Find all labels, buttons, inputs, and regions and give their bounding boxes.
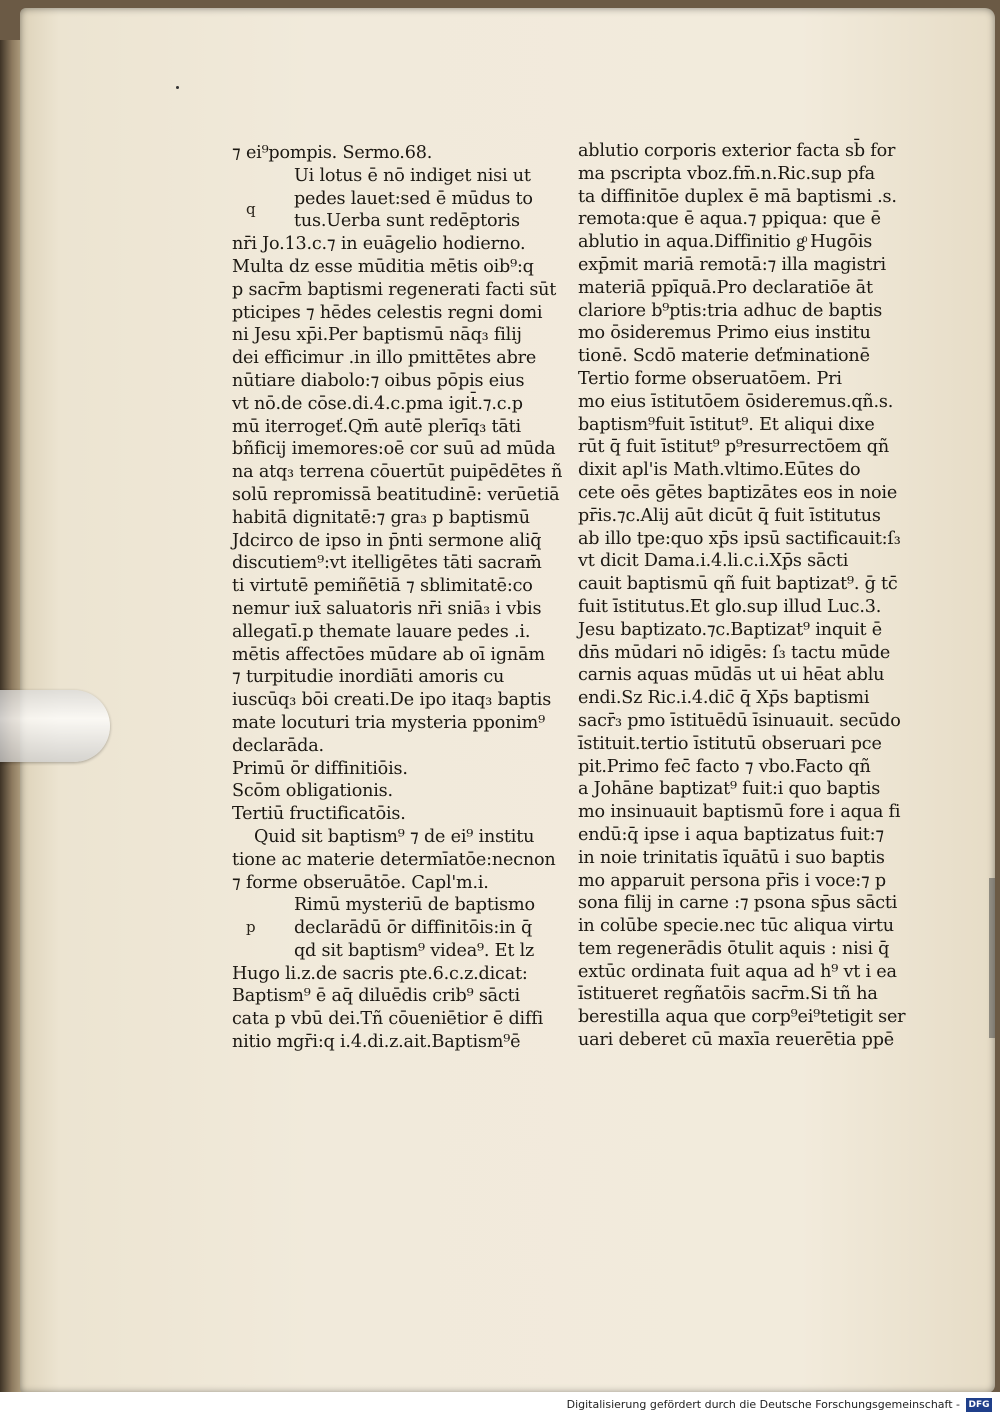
text-line: Hugo li.z.de sacris pte.6.c.z.dicat: [232, 963, 528, 984]
chapter-heading-line: ⁊ forme obseruātōe. Capl'm.i. [232, 872, 489, 893]
text-line: mo apparuit persona pr̄is i voce:⁊ p [578, 870, 886, 891]
text-line: bñficij imemores:oē cor suū ad mūda [232, 439, 556, 460]
text-line: nūtiare diabolo:⁊ oibus pōpis eius [232, 370, 525, 391]
text-line: ablutio in aqua.Diffinitio gͦ Hugōis [578, 232, 873, 253]
text-line: solū repromissā beatitudinē: verūetiā [232, 484, 560, 505]
mysteria-list [232, 758, 552, 826]
text-line: discutiem⁹:vt itelligētes tāti sacram̄ [232, 553, 542, 574]
text-line: ti virtutē pemiñētiā ⁊ sblimitatē:co [232, 576, 533, 597]
text-line: nr̄i Jo.13.c.⁊ in euāgelio hodierno. [232, 234, 526, 255]
text-line: a Johāne baptizat⁹ fuit:i quo baptis [578, 779, 881, 800]
text-line: īstituit.tertio īstitutū obseruari pce [578, 733, 882, 754]
text-line: īstitueret regñatōis sacr̄m.Si tñ ha [578, 984, 878, 1005]
guide-letter-p: p [246, 918, 256, 936]
text-line: mū iterrogeť.Qm̄ autē plerīq₃ tāti [232, 416, 521, 437]
text-line: allegatī.p themate lauare pedes .i. [232, 621, 531, 642]
dfg-logo-icon: DFG [966, 1398, 992, 1412]
text-line: ⁊ turpitudie inordiāti amoris cu [232, 667, 505, 688]
text-line: mo ōsideremus Primo eius institu [578, 323, 871, 344]
text-line: dn̄s mūdari nō idigēs: ſ₃ tactu mūde [578, 642, 891, 663]
list-item: Tertiū fructificatōis. [232, 804, 406, 825]
text-line: declarāda. [232, 735, 324, 756]
text-line: rūt q̄ fuit īstitut⁹ p⁹resurrectōem qñ [578, 437, 889, 458]
page-edge-shadow [989, 878, 995, 1038]
text-line: pticipes ⁊ hēdes celestis regni domi [232, 302, 543, 323]
text-line: ablutio corporis exterior facta sb̄ for [578, 141, 896, 161]
text-line: Jesu baptizato.⁊c.Baptizat⁹ inquit ē [578, 619, 882, 640]
text-line: materiā ppīquā.Pro declaratiōe āt [578, 277, 873, 298]
text-line: ma pscripta vboz.fm̄.n.Ric.sup pfa [578, 163, 875, 184]
bookmark-tab [0, 690, 110, 762]
right-text-column [578, 140, 906, 1052]
digitization-footer [0, 1392, 1000, 1418]
text-line: endū:q̄ ipse i aqua baptizatus fuit:⁊ [578, 824, 884, 845]
text-line: Multa dz esse mūditia mētis oib⁹:q [232, 256, 534, 277]
text-line: carnis aquas mūdās ut ui hēat ablu [578, 665, 885, 686]
text-line: iuscūq₃ bōi creati.De ipo itaq₃ baptis [232, 690, 552, 711]
text-line: Baptism⁹ ē aq̄ diluēdis crib⁹ sācti [232, 986, 520, 1007]
text-line: mo insinuauit baptismū fore i aqua fi [578, 802, 901, 823]
text-line: cete oēs gētes baptizātes eos in noie [578, 482, 898, 503]
text-line: sona filij in carne :⁊ psona sp̄us sācti [578, 893, 898, 914]
text-line: endi.Sz Ric.i.4.dic̄ q̄ Xp̄s baptismi [578, 688, 870, 709]
text-line: vt dicit Dama.i.4.li.c.i.Xp̄s sācti [578, 551, 849, 572]
text-line: pr̄is.⁊c.Alij aūt dicūt q̄ fuit īstitutus [578, 505, 881, 526]
chapter-heading [232, 826, 556, 894]
text-line: qd sit baptism⁹ videa⁹. Et lz [294, 940, 535, 961]
text-line: nemur iux̄ saluatoris nr̄i sniā₃ i vbis [232, 598, 542, 619]
text-line: habitā dignitatē:⁊ gra₃ p baptismū [232, 507, 530, 528]
text-line: tem regenerādis ōtulit aquis : nisi q̄ [578, 938, 890, 959]
text-line: remota:que ē aqua.⁊ ppiqua: que ē [578, 209, 881, 230]
text-line: Rimū mysteriū de baptismo [294, 895, 535, 916]
text-line: na atq₃ terrena cōuertūt puipēdētes ñ [232, 462, 563, 483]
text-line: declarādū ōr diffinitōis:in q̄ [294, 918, 533, 939]
text-line: ab illo tpe:quo xp̄s ipsū sactificauit:ſ₃ [578, 528, 901, 549]
text-line: dei efficimur .in illo pmittētes abre [232, 348, 537, 369]
chapter-heading-line: tione ac materie determīatōe:necnon [232, 849, 556, 870]
text-line: uari deberet cū maxīa reuerētia ppē [578, 1030, 894, 1051]
text-line: baptism⁹fuit īstitut⁹. Et aliqui dixe [578, 414, 875, 435]
text-line: Ui lotus ē nō indiget nisi ut [294, 165, 531, 186]
text-line: cata p vbū dei.Tñ cōueniētior ē diffi [232, 1009, 544, 1030]
text-line: mētis affectōes mūdare ab oī ignām [232, 644, 545, 665]
text-line: nitio mgr̄i:q i.4.di.z.ait.Baptism⁹ē [232, 1032, 521, 1053]
text-line: mate locuturi tria mysteria pponim⁹ [232, 712, 545, 733]
guide-letter-q: q [246, 200, 256, 218]
ink-speck [176, 86, 179, 89]
text-line: extūc ordinata fuit aqua ad h⁹ vt i ea [578, 961, 897, 982]
text-line: ta diffinitōe duplex ē mā baptismi .s. [578, 186, 897, 207]
text-line: Tertio forme obseruatōem. Pri [578, 368, 842, 389]
text-line: cauit baptismū qñ fuit baptizat⁹. ḡ tc̄ [578, 574, 898, 595]
text-line: p sacr̄m baptismi regenerati facti sūt [232, 279, 557, 300]
sermon-opening [232, 165, 563, 758]
text-line: pedes lauet:sed ē mūdus to [294, 188, 533, 209]
text-line: sacr̄₃ pmo īstituēdū īsinuauit. secūdo [578, 710, 901, 731]
text-line: exp̄mit mariā remotā:⁊ illa magistri [578, 254, 886, 275]
left-text-column [232, 142, 563, 1054]
text-line: in colūbe specie.nec tūc aliqua virtu [578, 916, 894, 937]
text-line: clariore b⁹ptis:tria adhuc de baptis [578, 300, 883, 321]
text-line: Jdcirco de ipso in p̄nti sermone aliq̄ [232, 530, 542, 551]
text-line: pit.Primo fec̄ facto ⁊ vbo.Facto qñ [578, 756, 871, 777]
running-header: ⁊ ei⁹pompis. Sermo.68. [232, 143, 433, 163]
list-item: Scōm obligationis. [232, 781, 393, 802]
text-line: fuit īstitutus.Et glo.sup illud Luc.3. [578, 596, 882, 617]
text-line: berestilla aqua que corp⁹ei⁹tetigit ser [578, 1007, 906, 1028]
text-line: ni Jesu xp̄i.Per baptismū nāq₃ filij [232, 325, 522, 346]
chapter-body [232, 894, 552, 1054]
funding-credit: Digitalisierung gefördert durch die Deutsche Forschungsgemeinschaft - [566, 1398, 960, 1411]
chapter-heading-line: Quid sit baptism⁹ ⁊ de ei⁹ institu [254, 826, 535, 847]
text-line: mo eius īstitutōem ōsideremus.qñ.s. [578, 391, 894, 412]
list-item: Primū ōr diffinitiōis. [232, 758, 408, 779]
text-line: tionē. Scdō materie deťminationē [578, 346, 870, 367]
text-line: in noie trinitatis īquātū i suo baptis [578, 847, 885, 868]
text-line: vt nō.de cōse.di.4.c.pma igit̄.⁊.c.p [232, 393, 523, 414]
text-line: tus.Uerba sunt redēptoris [294, 211, 520, 232]
text-line: dixit apl'is Math.vltimo.Eūtes do [578, 460, 861, 481]
